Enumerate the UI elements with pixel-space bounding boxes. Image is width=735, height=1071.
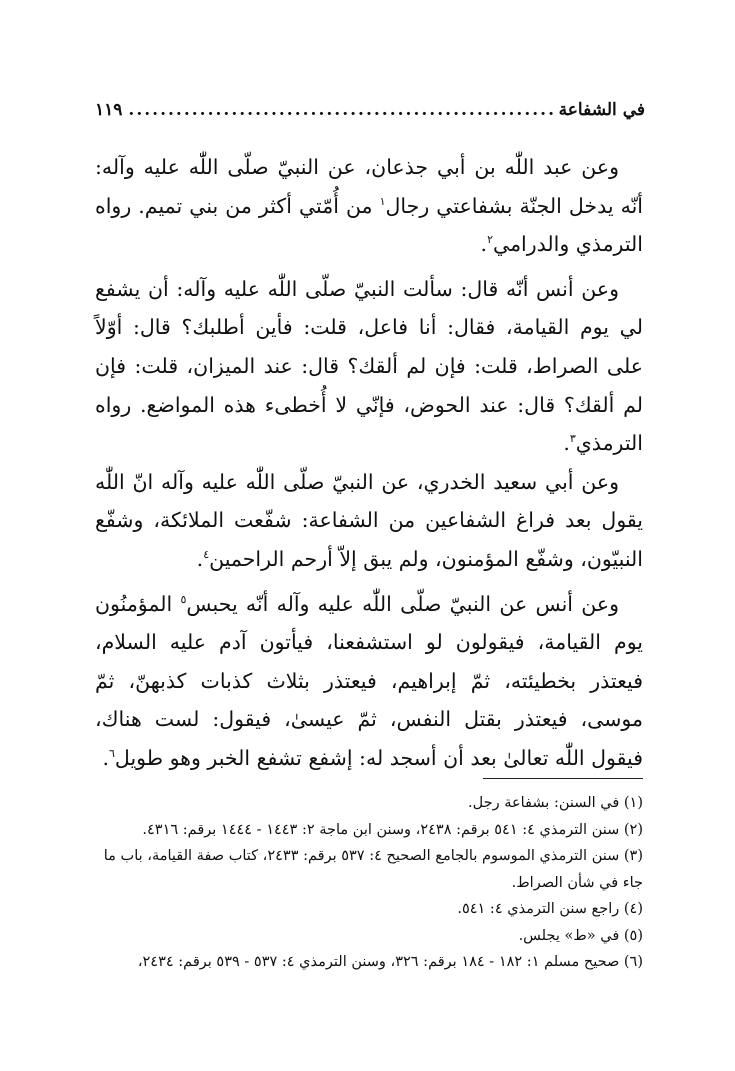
footnote: (٣) سنن الترمذي الموسوم بالجامع الصحيح ٤: ٥٣٧ برقم: ٢٤٣٣، كتاب صفة القيامة، باب ما جاء في شأن الصراط. [103, 848, 643, 891]
footnote-ref: ٥ [180, 592, 187, 606]
footnote-ref: ٤ [203, 548, 210, 562]
footnote-ref: ١ [379, 194, 386, 208]
running-header [95, 100, 645, 120]
footnote: (٢) سنن الترمذي ٤: ٥٤١ برقم: ٢٤٣٨، وسنن ابن ماجة ٢: ١٤٤٣ - ١٤٤٤ برقم: ٤٣١٦. [142, 821, 643, 838]
section-title: في الشفاعة [558, 100, 645, 120]
footnote-ref: ٦ [109, 747, 115, 761]
footnote: (٥) في «ط» يجلس. [518, 927, 643, 944]
paragraph-end: . [563, 431, 570, 456]
paragraph-end: . [102, 745, 109, 770]
paragraph-end: . [480, 232, 488, 257]
paragraph-text: وعن أبي سعيد الخدري، عن النبيّ صلّى اللّٰه عليه وآله انّ اللّٰه يقول بعد فراغ الشفاعين من الشفاعة: شفّعت الملائكة، وشفّع النبيّون، وشفّع المؤمنون، ولم يبق إلاّ أرحم الراحمين [95, 469, 643, 571]
leader-dots [128, 100, 552, 120]
footnote-ref: ٢ [487, 233, 493, 247]
paragraph-text: وعن أنس عن النبيّ صلّى اللّٰه عليه وآله أنّه يحبس [186, 591, 619, 616]
footnote-ref: ٣ [569, 432, 576, 446]
footnote-divider [483, 778, 643, 779]
footnote: (٦) صحيح مسلم ١: ١٨٢ - ١٨٤ برقم: ٣٢٦، وسنن الترمذي ٤: ٥٣٧ - ٥٣٩ برقم: ٢٤٣٤، [137, 954, 643, 970]
footnote: (١) في السنن: بشفاعة رجل. [468, 795, 643, 811]
paragraph [95, 463, 643, 579]
page-number: ١١٩ [95, 100, 123, 120]
footnote: (٤) راجع سنن الترمذي ٤: ٥٤١. [457, 901, 643, 917]
paragraph-text: وعن عبد اللّٰه بن أبي جذعان، عن النبيّ صلّى اللّٰه عليه وآله: أنّه يدخل الجنّة بشفاعتي رجال [95, 155, 643, 218]
paragraph-text: وعن أنس أنّه قال: سألت النبيّ صلّى اللّٰه عليه وآله: أن يشفع لي يوم القيامة، فقال: أنا فاعل، قلت: فأين أطلبك؟ قال: أوّلاً على الصراط، قلت: فإن لم ألقك؟ قال: عند الميزان، قلت: فإن لم ألقك؟ قال: عند الحوض، فإنّي لا أُخطىء هذه المواضع. رواه الترمذي [95, 276, 643, 456]
paragraph-end: . [196, 546, 204, 571]
paragraph-text: المؤمنُون يوم القيامة، فيقولون لو استشفعنا، فيأتون آدم عليه السلام، فيعتذر بخطيئته، ثمّ إبراهيم، فيعتذر بثلاث كذبات كذبهنّ، ثمّ موسى، فيعتذر بقتل النفس، ثمّ عيسىٰ، فيقول: لست هناك، فيقول اللّٰه تعالىٰ بعد أن أسجد له: إشفع تشفع الخبر وهو طويل [95, 591, 643, 770]
footnotes [95, 790, 643, 976]
paragraph [95, 270, 643, 463]
paragraph-text: من أُمّتي أكثر من بني تميم. رواه الترمذي والدرامي [95, 193, 643, 257]
paragraph [95, 148, 643, 264]
main-text [95, 148, 643, 778]
paragraph [95, 585, 643, 778]
